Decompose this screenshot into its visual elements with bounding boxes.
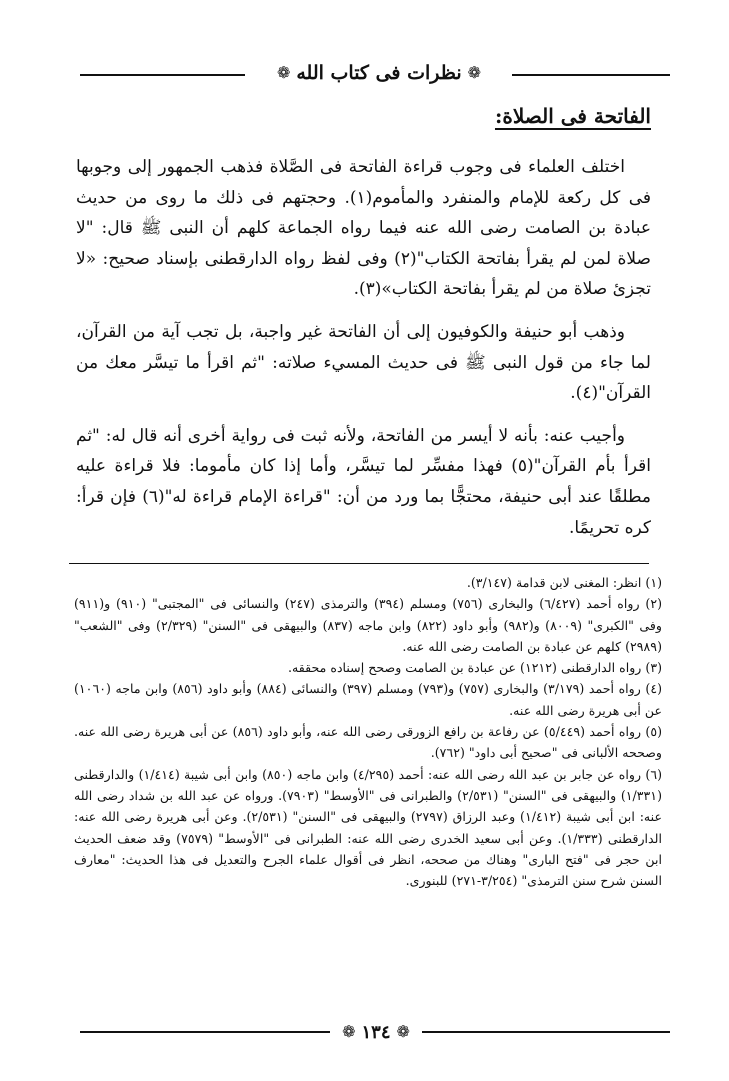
- footer-rule-left: [80, 1031, 330, 1033]
- header-rule-left: [80, 74, 245, 76]
- book-title: نظرات فى كتاب الله: [296, 62, 462, 84]
- footnote: (١) انظر: المغنى لابن قدامة (٣/١٤٧).: [466, 575, 662, 590]
- flower-ornament-icon: ❁: [467, 63, 482, 82]
- header-rule-right: [512, 74, 670, 76]
- page-footer: [80, 1017, 670, 1047]
- footnote: (٦) رواه عن جابر بن عبد الله رضى الله عنه: أحمد (٤/٢٩٥) وابن ماجه (٨٥٠) وابن أبى شيبة (١/٤١٤) والدارقطنى (١/٣٣١) والبيهقى فى "السنن" (٢/٥٣١) والطبرانى فى "الأوسط" (٧٩٠٣). ورواه عن عبد الله بن شداد رضى الله عنه: ابن أبى شيبة (١/٤١٢) وعبد الرزاق (٢٧٩٧) والبيهقى فى "السنن" (٢/٥٣١). وعن أبى هريرة رضى الله عنه: الدارقطنى (١/٣٣٣). وعن أبى سعيد الخدرى رضى الله عنه: الطبرانى فى "الأوسط" (٧٥٧٩) وقد ضعف الحديث ابن حجر فى "فتح البارى" وهناك من صححه، انظر فى أقوال علماء الجرح والتعديل فى هذا الحديث: "معارف السنن شرح سنن الترمذى" (٣/٢٥٤-٢٧١) للبنورى.: [74, 766, 663, 889]
- footnote: (٢) رواه أحمد (٦/٤٢٧) والبخارى (٧٥٦) ومسلم (٣٩٤) والترمذى (٢٤٧) والنسائى فى "المجتبى" (٩١٠) و(٩١١) وفى "الكبرى" (٨٠٠٩) و(٩٨٢) وأبو داود (٨٢٢) وابن ماجه (٨٣٧) والبيهقى فى "السنن" (٢/٣٢٩) وفى "الشعب" (٢٩٨٩) كلهم عن عبادة بن الصامت رضى الله عنه.: [74, 596, 662, 654]
- paragraph: اختلف العلماء فى وجوب قراءة الفاتحة فى الصَّلاة فذهب الجمهور إلى وجوبها فى كل ركعة للإمام والمنفرد والمأموم(١). وحجتهم فى ذلك ما روى من حديث عبادة بن الصامت رضى الله عنه فيما رواه الجماعة كلهم أن النبى ﷺ قال: "لا صلاة لمن لم يقرأ بفاتحة الكتاب"(٢) وفى لفظ رواه الدارقطنى بإسناد صحيح: «لا تجزئ صلاة من لم يقرأ بفاتحة الكتاب»(٣).: [76, 157, 651, 300]
- footer-rule-right: [422, 1031, 670, 1033]
- section-heading: الفاتحة فى الصلاة:: [494, 104, 651, 128]
- footnote: (٤) رواه أحمد (٣/١٧٩) والبخارى (٧٥٧) و(٧٩٣) ومسلم (٣٩٧) والنسائى (٨٨٤) وأبو داود (٨٥٦) وابن ماجه (١٠٦٠) عن أبى هريرة رضى الله عنه.: [74, 681, 662, 718]
- running-header: [80, 58, 670, 88]
- page-number: ١٣٤: [361, 1021, 391, 1043]
- paragraph: وذهب أبو حنيفة والكوفيون إلى أن الفاتحة غير واجبة، بل تجب آية من القرآن، لما جاء من قول النبى ﷺ فى حديث المسيء صلاته: "ثم اقرأ ما تيسَّر معك من القرآن"(٤).: [76, 321, 651, 404]
- footnote: (٣) رواه الدارقطنى (١٢١٢) عن عبادة بن الصامت وصحح إسناده محققه.: [287, 660, 662, 676]
- footnote: (٥) رواه أحمد (٥/٤٤٩) عن رفاعة بن رافع الزورقى رضى الله عنه، وأبو داود (٨٥٦) عن أبى هريرة رضى الله عنه. وصححه الألبانى فى "صحيح أبى داود" (٧٦٢).: [74, 724, 663, 761]
- header-title-group: [248, 58, 510, 88]
- flower-ornament-icon: ❁: [276, 63, 291, 82]
- flower-ornament-icon: ❁: [396, 1022, 410, 1041]
- flower-ornament-icon: ❁: [342, 1022, 356, 1041]
- footnotes-list: [74, 572, 662, 891]
- page-number-group: [335, 1017, 417, 1047]
- footnote-separator: [69, 563, 649, 564]
- main-text: [76, 152, 651, 555]
- paragraph: وأجيب عنه: بأنه لا أيسر من الفاتحة، ولأنه ثبت فى رواية أخرى أنه قال له: "ثم اقرأ بأم القرآن"(٥) فهذا مفسِّر لما تيسَّر، وأما إذا كان مأموما: فلا قراءة عليه مطلقًا عند أبى حنيفة، محتجًّا بما ورد من أن: "قراءة الإمام قراءة له"(٦) فإن قرأ: كره تحريمًا.: [76, 425, 651, 538]
